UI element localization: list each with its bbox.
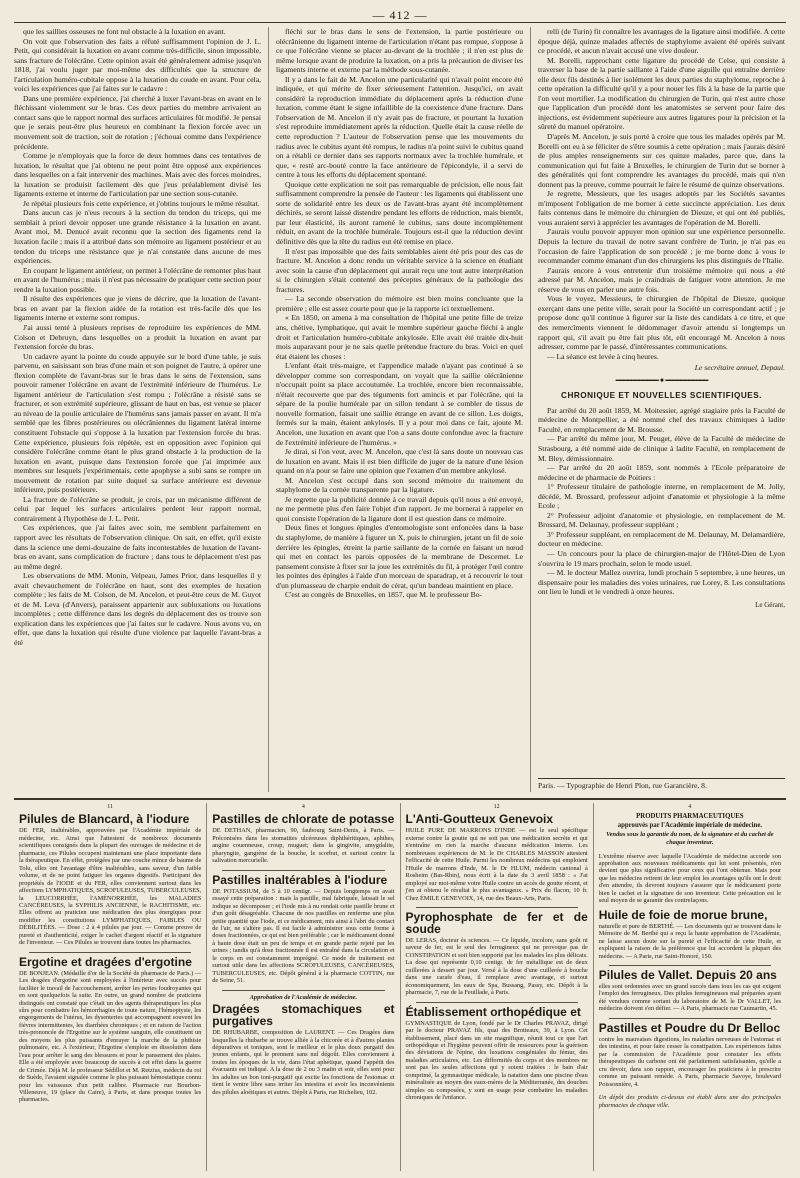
- advert-title: Pastilles et Poudre du Dr Belloc: [598, 1020, 781, 1035]
- advert-number: 4: [688, 804, 692, 810]
- paragraph: — La seconde observation du mémoire est bien moins concluante que la première ; elle est assez courte pour que je la rapporte ici textuellement.: [276, 294, 523, 313]
- header-rule: [14, 22, 786, 23]
- text-column-2: [276, 27, 523, 792]
- paragraph: — La séance est levée à cinq heures.: [547, 351, 659, 361]
- paragraph: Deux fines et longues épingles d'entomologiste sont enfoncées dans la base du staphylome, de manière à figurer un X, puis le chirurgien, jetant un fil de soie derrière les épingles, étreint la partie saillante de la cornée en faisant un nœud qui met en contact les parois opposées de la membrane de Descemet. Le pansement consiste à fixer sur la joue les extrémités du fil, à protéger l'œil contre les pointes des épingles à l'aide d'un morceau de sparadrap, et à recouvrir le tout d'un plumasseau de charpie enduit de cérat, qu'un bandeau maintient en place.: [276, 523, 523, 590]
- paragraph: fléchi sur le bras dans le sens de l'extension, la partie postérieure ou olécrânienne du ligament interne de l'articulation n'étant pas rompue, s'oppose à ce que l'olécrâne vienne se placer au-devant de la trochlée ; il n'en est plus de même lorsque avant de produire la luxation, on a pris la précaution de diviser les ligaments interne et externe par la méthode sous-cutanée.: [276, 27, 523, 75]
- printer-line: Paris. — Typographie de Henri Plon, rue Garancière, 8.: [538, 778, 785, 790]
- advert: [406, 1006, 588, 1102]
- paragraph: Par arrêté du 20 août 1859, M. Moitessier, agrégé stagiaire près la Faculté de médecine de Montpellier, a été nommé chef des travaux chimiques à ladite Faculté, en remplacement de M. Brousse.: [538, 405, 785, 434]
- paragraph: « En 1850, on amena à ma consultation de l'hôpital une petite fille de treize ans, chétive, lymphatique, qui avait le membre supérieur gauche fléchi à angle droit et l'articulation huméro-cubitale ankylosée. Elle avait été traitée dix-huit mois auparavant pour je ne sais quelle prétendue fracture du bras. Voici en quel état étaient les choses :: [276, 313, 523, 361]
- paragraph: Dans une première expérience, j'ai cherché à luxer l'avant-bras en avant en le fléchissant violemment sur le bras. Ces deux parties du membre arrivaient au contact sans que le rapport normal des surfaces articulaires fût modifié. Je pensai que je serais peut-être plus heureux en combinant la flexion forcée avec un mouvement soit de traction, soit de rotation ; j'échouai comme dans l'expérience précédente.: [14, 93, 261, 151]
- paragraph: — Par arrêté du 20 août 1859, sont nommés à l'Ecole préparatoire de médecine et de pharmacie de Poitiers :: [538, 463, 785, 482]
- advert-text: contre les mauvaises digestions, les maladies nerveuses de l'estomac et des intestins, et pour faire cesser la constipation. Les expériences faites par la commission de l'Académie pour constater les effets thérapeutiques du carbone ont été parfaitement satisfaisantes, qu'elle a cru devoir, dans son rapport, encourager les praticiens à le prescrire comme un puissant remède. A Paris, pharmacie Savoye, boulevard Poissonnière, 4.: [598, 1035, 781, 1088]
- paragraph: Les observations de MM. Monin, Velpeau, James Prior, dans lesquelles il y avait chevauchement de l'olécrâne en haut, sont des exemples de luxation complète ; les faits de M. Colson, de M. Ancelon, et peut-être ceux de M. Guyot et de M. Leva (d'Anvers), paraissent appartenir aux subluxations ou luxations incomplètes ; cette différence dans les degrés du déplacement des os trouve son explication dans les expériences que j'ai faites sur le cadavre. Nous avons vu, en effet, que dans la luxation qui résulte d'une violence par laquelle l'avant-bras a été: [14, 571, 261, 647]
- advert: [212, 813, 394, 864]
- advert-column-3: [401, 803, 594, 1171]
- paragraph: J'aurais voulu pouvoir appuyer mon opinion sur une expérience personnelle. Depuis la lecture du travail de notre savant confrère de Turin, je n'ai pas eu l'occasion de faire l'application de son procédé ; je me borne donc à vous le recommander comme émanant d'un des chirurgiens les plus distingués de l'Italie.: [538, 227, 785, 266]
- column-divider: [268, 27, 269, 792]
- paragraph: — Par arrêté du même jour, M. Peuget, élève de la Faculté de médecine de Strasbourg, a été nommé aide de clinique à ladite Faculté, en remplacement de M. Bley, démissionnaire.: [538, 434, 785, 463]
- advert-text: DE RHUBARBE, composition de LAURENT. — Ces Dragées dans lesquelles la rhubarbe se trouve alliée à la chicorée et à d'autres plantes dépuratives et toniques, sont le meilleur et le plus doux purgatif des jeunes enfants, qui le prennent sans nul dégoût. Elles conviennent à toutes les époques de la vie, dans l'état aphétique, quand l'appétit des évacuants est indiqué. A la dose de 2 ou 3 matin et soir, elles sont pour les adultes un bon toni-purgatif qui excite les fonctions de l'estomac et tient le ventre libre sans irriter les intestins et avoir les inconvénients des pilules aloétiques et autres. Dépôt à Paris, rue Richelieu, 102.: [212, 1029, 395, 1096]
- advert-number: 4: [301, 804, 305, 810]
- pharma-footer: Un dépôt des produits ci-dessus est établi dans une des principales pharmacies de chaque ville.: [598, 1094, 781, 1109]
- advert: [19, 956, 201, 1104]
- advert-separator: [609, 965, 771, 966]
- paragraph: 3° Professeur suppléant, en remplacement de M. Delaunay, M. Delamardière, docteur en médecine.: [538, 529, 785, 549]
- advert-text: DE LERAS, docteur ès sciences. — Ce liquide, incolore, sans goût ni saveur de fer, est le seul des ferrugineux qui ne provoque pas de CONSTIPATION et soit bien supporté par les malades les plus délicats. La dose qui représente 0,10 centigr. de fer métallique est de deux cuillerées à dessert par jour. Versé à la dose d'une cuillerée à bouche dans une carafe d'eau, il remplace avec avantage, et surtout économiquement, les eaux de Spa, Bussang, Passy, etc. Dépôt à la pharmacie, 7, rue de la Feuillade, à Paris.: [405, 936, 588, 997]
- paragraph: 1° Professeur titulaire de pathologie interne, en remplacement de M. Jolly, décédé, M. Brossard, professeur adjoint d'anatomie et physiologie à la même Ecole ;: [538, 482, 785, 511]
- pharma-subheading: approuvés par l'Académie impériale de médecine.: [617, 821, 763, 829]
- page-number: — 412 —: [372, 8, 428, 22]
- advert: [212, 874, 394, 985]
- advert: [599, 969, 781, 1013]
- paragraph: Un cadavre ayant la pointe du coude appuyée sur le bord d'une table, je suis parvenu, en saisissant son bras d'une main et son poignet de l'autre, à opérer une flexion complète de l'avant-bras sur le bras dans le sens de l'extension, sans pouvoir ramener l'olécrâne en avant de l'extrémité inférieure de l'humérus. Le ligament antérieur de l'articulation s'est rompu ; l'olécrâne a résisté sans se fracturer, et son extrémité supérieure, glissant de haut en bas, est venue se placer au niveau de la poulie articulaire de l'humérus sans jamais passer en avant. Il m'a semblé que les fibres postérieures ou olécrâniennes du ligament latéral interne constituent l'obstacle qui s'oppose à la luxation par l'extension forcée du bras. Cette expérience, plusieurs fois répétée, est en opposition avec l'opinion qui considère l'olécrâne comme étant le plus grand obstacle à la production de la luxation en avant, puisque dans l'extension forcée que j'ai imprimée aux membres sur lesquels j'expérimentais, cette apophyse a subi sans se rompre un mouvement de rotation par suite duquel sa surface antérieure est devenue inférieure, puis postérieure.: [14, 351, 261, 495]
- advert-text: HUILE PURE DE MARRONS D'INDE — est le seul spécifique externe contre la goutte qui ne soit pas une médication secrète et qui n'entraîne en rien la marche d'aucune médication interne. Les nombreuses expériences de M. le Dr CHARLES MASSON attestent l'efficacité de cette Huile. Parmi les nombreux médecins qui emploient l'Huile de marrons d'Inde, M. le Dr HLUM, médecin cantonal à Rosheim (Bas-Rhin), nous écrit à la date du 3 avril 1858 : « J'ai employé sur moi-même votre Huile contre un accès de goutte récent, et j'en ai obtenu le résultat le plus avantageux. » Prix du flacon, 10 fr. Chez ÉMILE GENEVOIX, 14, rue des Beaux-Arts, Paris.: [405, 827, 588, 902]
- advert-column-1: [14, 803, 207, 1171]
- advert-title: L'Anti-Goutteux Genevoix: [405, 812, 554, 827]
- paragraph: J'aurais encore à vous entretenir d'un troisième mémoire qui nous a été adressé par M. Ancelon, mais je craindrais de fatiguer votre attention. Je me réserve de vous en parler une autre fois.: [538, 265, 785, 294]
- advert-text: elles sont ordonnées avec un grand succès dans tous les cas qui exigent l'emploi des ferrugineux. Des pilules ferrugineuses mal préparées ayant été vendues comme sortant du laboratoire de M. le Dr VALLET, les médecins doivent s'en défier. — A Paris, pharmacie rue Caumartin, 45.: [598, 983, 781, 1013]
- paragraph: Je regrette que la publicité donnée à ce travail depuis qu'il nous a été envoyé, ne me permette plus d'en faire l'objet d'un rapport. Je me bornerai à rappeler en quoi consiste l'opération de la ligature dont il est question dans ce mémoire.: [276, 494, 523, 523]
- paragraph: J'ai aussi tenté à plusieurs reprises de reproduire les expériences de MM. Colson et Debruyn, dans lesquelles on a produit la luxation en avant par l'extension forcée du bras.: [14, 322, 261, 352]
- paragraph: C'est au congrès de Bruxelles, en 1857, que M. le professeur Bo-: [285, 590, 483, 600]
- advert-separator: [222, 990, 384, 991]
- advert-title: Pilules de Vallet. Depuis 20 ans: [598, 968, 777, 982]
- paragraph: 2° Professeur adjoint d'anatomie et physiologie, en remplacement de M. Brossard, M. Delaunay, professeur suppléant ;: [538, 510, 785, 530]
- advert-column-2: [207, 803, 400, 1171]
- paragraph: M. Borelli, rapprochant cette ligature du procédé de Celse, qui consiste à traverser la base de la partie saillante à l'aide d'une aiguille qui entraîne derrière elle deux fils destinés à lier isolément les deux parties du staphylome, reproche à cette opération la difficulté qu'il y a pour nouer les fils à la base de la partie que l'on veut mortifier. La modification du chirurgien de Turin, qui n'est autre chose que l'application d'un procédé dont les anatomistes se servent pour faire des injections, est évidemment supérieure aux autres ligatures pour la précision et la sûreté du manuel opératoire.: [538, 55, 785, 132]
- paragraph: Je regrette, Messieurs, que les usages adoptés par les Sociétés savantes m'imposent l'obligation de me borner à cette succincte appréciation. Les deux faits contenus dans le mémoire du chirurgien de Dieuze, et qui ont été publiés, vous auraient servi à apprécier les avantages de l'opération de M. Borelli.: [538, 189, 785, 227]
- paragraph: L'enfant était très-maigre, et l'appendice malade n'ayant pas continué à se développer comme son correspondant, on voyait que la saillie olécrânienne n'occupait point sa place accoutumée. La trochlée, encore bien reconnaissable, n'était recouverte que par des téguments fort amincis et par l'olécrâne, qui la sépare de la poulie humérale par un sillon tendant à se combler de tissus de nouvelle formation, faisait une saillie étrange en avant de ce sillon. Les doigts, fermés sur la main, étaient ankylosés. Il y a pour moi dans ce fait, ajoute M. Ancelon, une luxation en avant que l'on a sans doute confondue avec la fracture de l'extrémité inférieure de l'humérus. »: [276, 361, 523, 447]
- paragraph: — M. le docteur Mallez ouvrira, lundi prochain 5 septembre, à une heures, un dispensaire pour les maladies des voies urinaires, rue Lorey, 8. Les consultations ont lieu le lundi et le vendredi à onze heures.: [538, 568, 785, 597]
- advert: [406, 911, 588, 997]
- advert-title: Pastilles inaltérables à l'iodure: [212, 872, 388, 887]
- text-column-1: [14, 27, 261, 792]
- paragraph: relli (de Turin) fit connaître les avantages de la ligature ainsi modifiée. A cette époque déjà, quinze malades affectés de staphylome avaient été opérés suivant ce procédé, et aucun n'avait accusé une vive douleur.: [538, 27, 785, 56]
- pharma-heading: PRODUITS PHARMACEUTIQUES: [636, 813, 744, 821]
- advert-title: Pastilles de chlorate de potasse: [212, 812, 395, 827]
- pharma-items: [599, 909, 781, 1088]
- advert: [19, 813, 201, 946]
- paragraph: Quoique cette explication ne soit pas remarquable de précision, elle nous fait suffisamment comprendre la pensée de l'auteur : les ligaments qui établissent une sorte de solidarité entre les deux os de l'avant-bras ayant été incomplètement déchirés, se seront laissé distendre pendant les efforts de réduction, mais bientôt, par leur élasticité, ils auront ramené le cubitus, sans doute incomplètement réduit, en avant de la trochlée humérale. Toujours est-il que la réduction devint définitive dès que la tête du radius eut été remise en place.: [276, 179, 523, 247]
- advert: [599, 1022, 781, 1088]
- advert-approval: Approbation de l'Académie de médecine.: [249, 993, 358, 1001]
- chronique-body: [538, 406, 785, 597]
- society-minutes-end: [538, 27, 785, 361]
- paragraph: Dans aucun cas je n'eus recours à la section du tendon du triceps, qui me semblait à priori devoir opposer une grande résistance à la luxation en avant. Avant moi, M. Denucé avait reconnu que la section des ligaments rend la luxation facile ; mais il a attribué dans son mémoire au ligament postérieur et au tendon du triceps une résistance que je n'ai constatée dans aucune de mes expériences.: [14, 208, 261, 266]
- paragraph: Il n'est pas impossible que des faits semblables aient été pris pour des cas de fracture. M. Ancelon a donc rendu un véritable service à la science en étudiant avec soin la cause d'un déplacement qui aurait reçu une tout autre interprétation si le chirurgien s'était contenté des préceptes généraux de la pathologie des fractures.: [276, 246, 523, 294]
- advert: [212, 994, 394, 1097]
- advert-title: Pilules de Blancard, à l'iodure: [19, 812, 190, 827]
- advert-text: GYMNASTIQUE de Lyon, fondé par le Dr Charles PRAVAZ, dirigé par le docteur PRAVAZ fils, quai des Brotteaux, 39, à Lyon. Cet établissement, placé dans un site magnifique, réunit tout ce que l'art orthopédique et l'hygiène peuvent offrir de ressources pour la guérison des déviations de l'épine, des luxations congéniales du fémur, des maladies articulaires, etc. Les difformités du corps et des membres ne sont pas les seules affections qui y soient traitées : le bain d'air comprimé, la gymnastique médicale, la natation dans une piscine d'eau minéralisée au moyen des eaux-mères de la Méditerranée, des douches simples ou composées, y sont en usage pour combattre les maladies chroniques de l'enfance.: [405, 1019, 588, 1102]
- advert-text: DE BONJEAN. (Médaille d'or de la Société de pharmacie de Paris.) — Les dragées d'ergotine sont employées à l'intérieur avec succès pour faciliter le travail de l'accouchement, arrêter les pertes foudroyantes qui en sont quelquefois la suite. En outre, un grand nombre de praticiens distingués ont constaté que c'était un des agents thérapeutiques les plus sûrs pour combattre les hémorrhagies de toute nature, l'hémoptysie, les engorgements de l'utérus, les dysenteries qui accompagnent souvent les fièvres intermittentes, les diarrhées chroniques ; et en raison de l'action très-prononcée de l'Ergotine sur le système sanguin, elle constituent un des moyens les plus puissants d'enrayer la marche de la phthisie pulmonaire, etc. A l'extérieur, l'Ergotine s'emploie en dissolution dans l'eau pour arrêter le sang des blessures et pour le pansement des plaies. Elle a été employée avec beaucoup de succès à cet effet dans la guerre de Crimée. Déjà M. le professeur Sédillot et M. Retzius, médecin du roi de Suède, l'avaient signalée comme le plus puissant hémostatique connu pour les vaisseaux d'un petit calibre. Pharmacie rue Bourbon-Villeneuve, 19 (place du Caire), à Paris, et dans presque toutes les pharmacies.: [19, 969, 202, 1104]
- paragraph: Je dirai, si l'on veut, avec M. Ancelon, que c'est là sans doute un nouveau cas de luxation en avant. Mais il est bien difficile de juger de la nature d'une lésion quand on n'a pour se faire une opinion que l'examen d'un membre ankylosé.: [276, 447, 523, 476]
- advert-separator: [416, 1002, 578, 1003]
- advert-column-4: [594, 803, 786, 1171]
- advert-text: DE FER, inaltérables, approuvées par l'Académie impériale de médecine, etc. Ainsi que l'attestent de nombreux documents scientifiques consignés dans la plupart des ouvrages de médecine et de pharmacie, ces Pilules occupent maintenant une place importante dans la thérapeutique. En effet, protégées par une couche mince de baume de Tolu, elles ont l'avantage d'être inaltérables, sans saveur, d'un faible volume, et de ne point fatiguer les organes digestifs. Participant des propriétés de l'IODE et du FER, elles conviennent surtout dans les affections LYMPHATIQUES, SCROFULEUSES, TUBERCULEUSES, la LEUCORRHÉE, l'AMÉNORRHÉE, les MALADIES CANCÉREUSES, la SYPHILIS ANCIENNE, le RACHITISME, etc. Elles offrent au praticien une médication des plus énergiques pour modifier les constitutions LYMPHATIQUES, FAIBLES OU DÉBILITÉES. — Dose : 2 à 4 pilules par jour. — Comme preuve de pureté et d'authenticité, exiger le cachet d'argent réactif et la signature de l'inventeur. — Ces Pilules se trouvent dans toutes les pharmacies.: [19, 827, 202, 947]
- paragraph: En coupant le ligament antérieur, on permet à l'olécrâne de remonter plus haut en avant de l'humérus ; mais il n'est pas nécessaire de pratiquer cette section pour rendre la luxation possible.: [14, 265, 261, 294]
- advert-separator: [416, 907, 578, 908]
- advert-separator: [222, 870, 384, 871]
- ornament-divider: ━━━━━━━━━━━ ✦ ━━━━━━━━━━━: [615, 375, 708, 385]
- advert-text: DE DETHAN, pharmacien, 90, faubourg Saint-Denis, à Paris. — Préconisées dans les stomatites ulcéreuses diphthéritiques, aphthes, angine couenneuse, croup, muguet; dans la gingivite, amygdalite, pharyngite, gangrène de la bouche, le scorbut, et surtout contre la salivation mercurielle.: [212, 827, 395, 865]
- pharma-guarantee: Vendus sous la garantie du nom, de la signature et du cachet de chaque inventeur.: [606, 831, 774, 846]
- paragraph: que les saillies osseuses ne font nul obstacle à la luxation en avant.: [23, 27, 226, 36]
- advert-text: naturelle et pure de BERTHÉ. — Les documents qui se trouvent dans le Mémoire de M. Berthé qui a reçu la haute approbation de l'Académie, ne laisse aucun doute sur la pureté et l'efficacité de cette Huile, et expliquent la raison de la préférence que lui accordent la plupart des médecins. — A Paris, rue Saint-Honoré, 150.: [598, 922, 781, 960]
- advert-separator: [29, 952, 191, 953]
- advert-number: 11: [107, 804, 114, 810]
- advert: [599, 909, 781, 960]
- paragraph: M. Ancelon s'est occupé dans son second mémoire du traitement du staphylome de la cornée transparente par la ligature.: [276, 475, 523, 495]
- chronique-title: CHRONIQUE ET NOUVELLES SCIENTIFIQUES.: [561, 391, 762, 401]
- secretary-signature: Le secrétaire annuel, Depaul.: [694, 363, 785, 373]
- advert-title: Établissement orthopédique et: [405, 1004, 581, 1019]
- paragraph: Ces expériences, que j'ai faites avec soin, me semblent parfaitement en rapport avec les résultats de l'observation clinique. On sait, en effet, qu'il existe dans la science une demi-douzaine de faits incontestables de luxation de l'avant-bras en avant, sans complication de fracture ; dans tous le déplacement n'est pas au même degré.: [14, 523, 261, 571]
- advert-rule: [14, 798, 786, 800]
- paragraph: Vous le voyez, Messieurs, le chirurgien de l'hôpital de Dieuze, quoique exerçant dans une petite ville, serait pour la Société un correspondant actif ; je propose donc qu'il continue à figurer sur la liste des candidats à ce titre, et que des remercîments viennent le dédommager d'avoir attendu si longtemps un rapport qui, s'il avait pu être fait plus tôt, eût encouragé M. Ancelon à nous adresser, comme par le passé, d'intéressantes communications.: [538, 294, 785, 352]
- paragraph: Comme je n'employais que la force de deux hommes dans ces tentatives de luxation, le résultat que j'ai obtenu ne peut point être opposé aux expériences dans lesquelles on a fait intervenir des machines. Mais avec des forces moindres, la luxation se produisit facilement dès que j'eus préalablement divisé les ligaments externe et interne de l'articulation par une section sous-cutanée.: [14, 151, 261, 199]
- advert-separator: [609, 1018, 771, 1019]
- advert-text: DE POTASSIUM, de 5 à 10 centigr. — Depuis longtemps on avait essayé cette préparation : mais la pastille, mal fabriquée, laissait le sel iodique se décomposer ; et l'iode mis à nu rendait cette pastille brune et d'un goût désagréable. Chacune de nos pastilles en renferme une plus petite quantité que l'iode, et ce médicament, mis ainsi à l'abri du contact de l'air, ne s'altère pas. Il est facile à administrer sous cette forme à doses fractionnées, ce qui est bien préférable ; car le médicament donné à haute dose était un peu de temps et en grande partie rejeté par les urines ; tandis qu'à dose fractionnée il est entraîné dans la circulation et le corps en est constamment imprégné. Ce mode de traitement est surtout utile dans les affections SCROFULEUSES, CANCÉREUSES, TUBERCULEUSES, etc. Dépôt général à la pharmacie COTTIN, rue de Seine, 51.: [212, 887, 395, 985]
- paragraph: — Un concours pour la place de chirurgien-major de l'Hôtel-Dieu de Lyon s'ouvrira le 19 mars prochain, selon le mode usuel.: [538, 548, 785, 568]
- advert-title: Dragées stomachiques et purgatives: [212, 1002, 395, 1029]
- paragraph: La fracture de l'olécrâne se produit, je crois, par un mécanisme différent de celui par lequel les surfaces articulaires perdent leur rapport normal, contrairement à l'hypothèse de J. L. Petit.: [14, 494, 261, 523]
- paragraph: D'après M. Ancelon, je suis porté à croire que tous les malades opérés par M. Borelli ont eu à se féliciter de s'être soumis à cette opération ; mais j'aurais désiré de plus amples renseignements sur ces quinze malades, parce que, dans la communication qui fut faite à Bruxelles, le chirurgien de Turin dut se borner à des généralités qui font comprendre les avantages du procédé, mais qui n'en donnent pas la preuve, comme pourrait le faire le résumé de quinze observations.: [538, 132, 785, 189]
- paragraph: Il résulte des expériences que je viens de décrire, que la luxation de l'avant-bras en avant par la flexion aidée de la rotation est très-facile dès que les ligaments interne et externe sont rompus.: [14, 294, 261, 323]
- advert: [406, 813, 588, 902]
- pharma-intro: L'extrême réserve avec laquelle l'Académie de médecine accorde son approbation aux nouveaux médicaments qui lui sont présentés, n'en devient que plus significative pour ceux qui l'ont obtenue. Mais pour que les médecins retirent de leur emploi les avantages qu'ils ont le droit d'en attendre, ils devront toujours s'assurer que le médicament porte bien le cachet et la signature de son inventeur. Cette précaution est le seul moyen de se garantir des contrefaçons.: [598, 852, 781, 905]
- paragraph: Je répétai plusieurs fois cette expérience, et j'obtins toujours le même résultat.: [23, 198, 260, 208]
- advert-title: Pyrophosphate de fer et de soude: [405, 909, 588, 936]
- advertisements: [14, 803, 786, 1171]
- text-column-3: [538, 27, 785, 792]
- advert-title: Ergotine et dragées d'ergotine: [19, 954, 192, 969]
- column-divider: [530, 27, 531, 792]
- advert-title: Huile de foie de morue brune,: [598, 907, 768, 922]
- gerant-label: Le Gérant,: [755, 600, 785, 609]
- paragraph: Il y a dans le fait de M. Ancelon une particularité qui n'avait point encore été indiquée, et qui mérite de fixer sérieusement l'attention. Jusqu'ici, on avait considéré la reproduction immédiate du déplacement après la réduction d'une luxation, comme étant le signe infaillible de la coexistence d'une fracture. Dans l'observation de M. Ancelon il n'y avait pas de fracture, et pourtant la luxation s'est reproduite immédiatement après la réduction. Quelle était la cause réelle de cette reproduction ? L'auteur de l'observation pense que les mouvements du radius avec le cubitus ayant été rompus, le radius n'a point suivi le cubitus quand on a rétabli ce dernier dans ses rapports normaux avec la trochlée humérale, et que, « resté arc-bouté contre la face antérieure de l'épicondyle, il a servi de centre à tous les efforts du déplacement spontané.: [276, 74, 523, 180]
- advert-number: 12: [493, 804, 500, 810]
- paragraph: On voit que l'observation des faits a réfuté suffisamment l'opinion de J. L. Petit, qui considérait la luxation en avant comme très-difficile, sinon impossible, sans fracture de l'olécrâne. Cette opinion avait été généralement admise jusqu'en 1818, j'ai voulu juger par moi-même des difficultés que la structure de l'articulation huméro-cubitale oppose à la luxation du coude en avant. Pour cela, voici les expériences que j'ai faites sur le cadavre :: [14, 36, 261, 94]
